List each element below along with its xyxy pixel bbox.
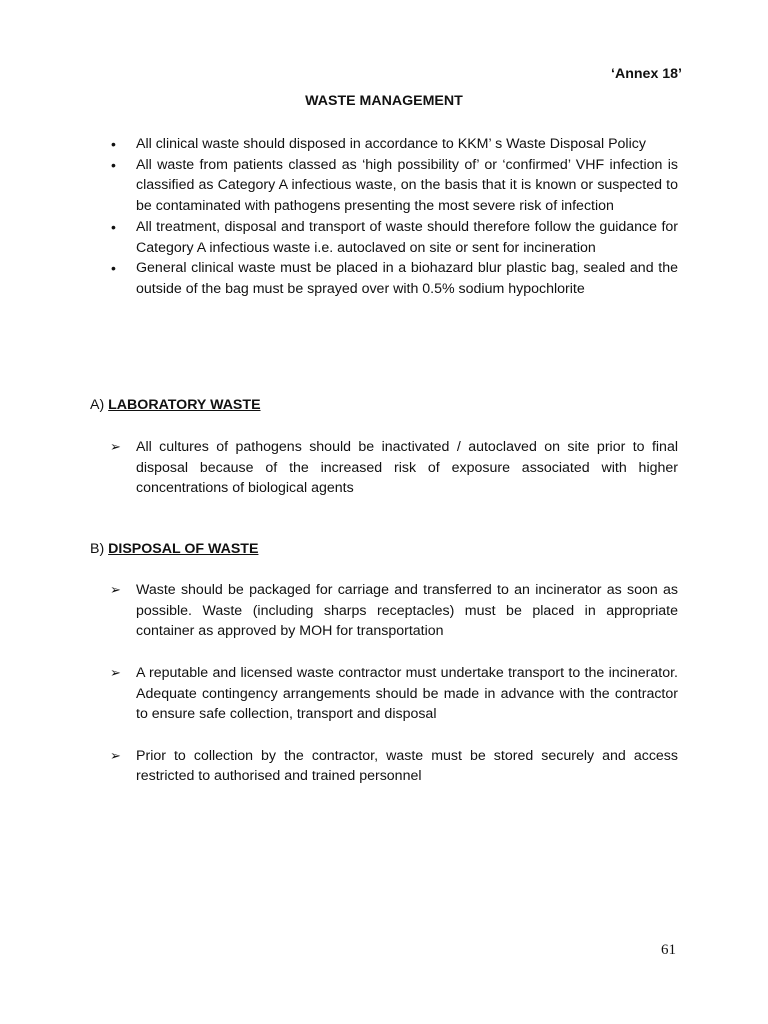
- list-item-text: All cultures of pathogens should be inactivated / autoclaved on site prior to final disposal because of the increased risk of exposure associated with higher concentrations of biological agents: [136, 439, 678, 497]
- list-item-text: All treatment, disposal and transport of waste should therefore follow the guidance for Category A infectious waste i.e. autoclaved on site or sent for incineration: [136, 218, 678, 256]
- annex-label: ‘Annex 18’: [611, 66, 682, 82]
- section-heading-laboratory-waste: [90, 397, 261, 413]
- list-item: [110, 437, 678, 499]
- list-item: [110, 663, 678, 725]
- page-title: WASTE MANAGEMENT: [305, 93, 463, 109]
- arrow-bullet-icon: ➢: [110, 582, 121, 597]
- bullet-icon: •: [111, 136, 116, 152]
- arrow-bullet-icon: ➢: [110, 664, 121, 680]
- list-item-text: General clinical waste must be placed in a biohazard blur plastic bag, sealed and the outside of the bag must be sprayed over with 0.5% sodium hypochlorite: [136, 260, 678, 297]
- list-item: [110, 134, 678, 155]
- bullet-icon: •: [111, 218, 116, 235]
- disposal-of-waste-list: [110, 580, 678, 808]
- section-prefix: B): [90, 541, 105, 557]
- bullet-icon: •: [111, 260, 116, 277]
- list-item-text: All clinical waste should disposed in accordance to KKM’ s Waste Disposal Policy: [136, 136, 646, 152]
- laboratory-waste-list: [110, 437, 678, 499]
- bullet-icon: •: [111, 156, 116, 173]
- list-item: [110, 217, 678, 258]
- bullet-list: [110, 134, 678, 300]
- section-title: LABORATORY WASTE: [108, 397, 261, 413]
- list-item-text: All waste from patients classed as ‘high possibility of’ or ‘confirmed’ VHF infection is classified as Category A infectious waste, on the basis that it is known or suspected to be contaminated with pathogens presenting the most severe risk of infection: [136, 156, 678, 215]
- arrow-bullet-icon: ➢: [110, 439, 121, 454]
- list-item-text: Prior to collection by the contractor, waste must be stored securely and access restricted to authorised and trained personnel: [136, 747, 678, 785]
- page-number: 61: [661, 942, 676, 958]
- section-title: DISPOSAL OF WASTE: [108, 541, 259, 557]
- list-item: [110, 746, 678, 787]
- list-item: [110, 258, 678, 299]
- arrow-bullet-icon: ➢: [110, 747, 121, 763]
- section-heading-disposal-of-waste: [90, 541, 258, 557]
- list-item-text: Waste should be packaged for carriage and transferred to an incinerator as soon as possible. Waste (including sharps receptacles) must be placed in appropriate container as approved by MOH for transportation: [136, 582, 678, 640]
- list-item-text: A reputable and licensed waste contractor must undertake transport to the incinerator. Adequate contingency arrangements should be made in advance with the contractor to ensure safe collection, transport and disposal: [136, 664, 678, 723]
- list-item: [110, 155, 678, 217]
- list-item: [110, 580, 678, 642]
- section-prefix: A): [90, 397, 105, 413]
